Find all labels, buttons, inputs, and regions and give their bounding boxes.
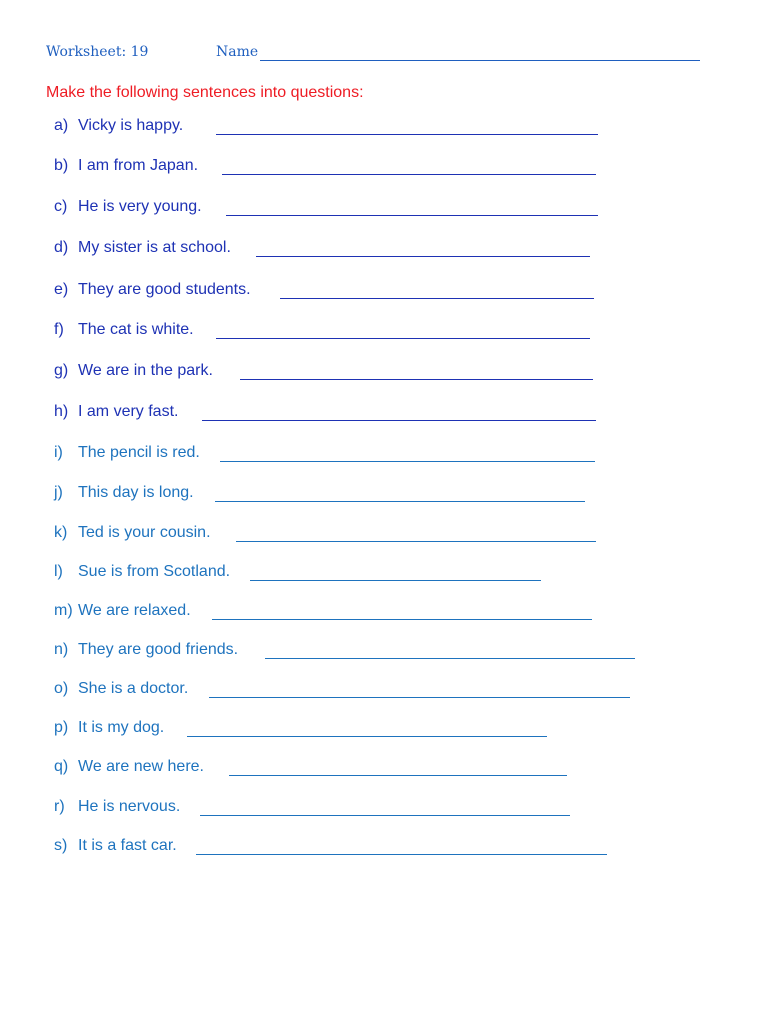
answer-line[interactable] [250,580,541,581]
answer-line[interactable] [229,775,567,776]
answer-line[interactable] [220,461,595,462]
exercise-item [54,758,714,780]
item-letter: n) [54,641,69,658]
exercise-item [54,524,714,546]
item-letter: h) [54,403,69,420]
answer-line[interactable] [202,420,596,421]
item-sentence: The cat is white. [78,321,194,338]
item-letter: o) [54,680,69,697]
answer-line[interactable] [200,815,570,816]
worksheet-number: Worksheet: 19 [46,44,149,60]
item-sentence: My sister is at school. [78,239,231,256]
item-sentence: He is nervous. [78,798,181,815]
answer-line[interactable] [187,736,547,737]
exercise-item [54,680,714,702]
item-letter: g) [54,362,69,379]
exercise-item [54,837,714,859]
answer-line[interactable] [280,298,594,299]
answer-line[interactable] [216,338,590,339]
exercise-item [54,362,714,384]
item-letter: k) [54,524,68,541]
answer-line[interactable] [215,501,585,502]
item-sentence: We are in the park. [78,362,213,379]
item-letter: d) [54,239,69,256]
item-sentence: We are new here. [78,758,204,775]
answer-line[interactable] [236,541,596,542]
item-sentence: It is my dog. [78,719,165,736]
answer-line[interactable] [222,174,596,175]
item-sentence: We are relaxed. [78,602,191,619]
answer-line[interactable] [265,658,635,659]
item-letter: l) [54,563,63,580]
answer-line[interactable] [256,256,590,257]
item-sentence: Sue is from Scotland. [78,563,231,580]
exercise-item [54,798,714,820]
exercise-item [54,444,714,466]
exercise-item [54,198,714,220]
item-sentence: I am very fast. [78,403,179,420]
item-sentence: They are good students. [78,281,251,298]
item-sentence: It is a fast car. [78,837,177,854]
item-letter: e) [54,281,69,298]
worksheet-header [46,44,706,66]
answer-line[interactable] [209,697,630,698]
exercise-item [54,281,714,303]
answer-line[interactable] [216,134,598,135]
item-letter: f) [54,321,64,338]
item-sentence: He is very young. [78,198,202,215]
exercise-item [54,239,714,261]
item-letter: j) [54,484,63,501]
item-sentence: Ted is your cousin. [78,524,211,541]
item-letter: p) [54,719,69,736]
exercise-item [54,719,714,741]
item-letter: i) [54,444,63,461]
item-sentence: They are good friends. [78,641,239,658]
answer-line[interactable] [226,215,598,216]
item-sentence: This day is long. [78,484,194,501]
item-letter: q) [54,758,69,775]
exercise-item [54,117,714,139]
exercise-item [54,321,714,343]
answer-line[interactable] [196,854,607,855]
item-sentence: She is a doctor. [78,680,189,697]
name-answer-line[interactable] [260,60,700,61]
item-letter: m) [54,602,73,619]
exercise-item [54,484,714,506]
exercise-item [54,563,714,585]
item-sentence: The pencil is red. [78,444,200,461]
instructions: Make the following sentences into questions: [46,84,364,101]
item-letter: c) [54,198,68,215]
item-letter: a) [54,117,69,134]
answer-line[interactable] [240,379,593,380]
exercise-item [54,641,714,663]
item-letter: b) [54,157,69,174]
item-letter: s) [54,837,68,854]
item-sentence: Vicky is happy. [78,117,184,134]
exercise-item [54,602,714,624]
name-label: Name [216,44,259,60]
exercise-item [54,403,714,425]
item-letter: r) [54,798,65,815]
answer-line[interactable] [212,619,592,620]
exercise-item [54,157,714,179]
item-sentence: I am from Japan. [78,157,199,174]
